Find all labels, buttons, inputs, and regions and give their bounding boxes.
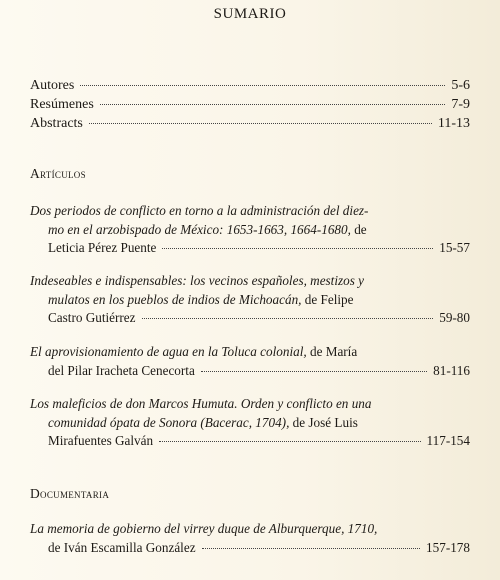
article-author: del Pilar Iracheta Cenecorta (48, 362, 195, 378)
article-entry[interactable] (30, 202, 470, 258)
toc-label: Autores (30, 78, 75, 93)
article-author: Leticia Pérez Puente (48, 240, 157, 255)
document-entry[interactable] (30, 520, 470, 557)
document-pages: 157-178 (426, 539, 470, 555)
toc-row-resumenes[interactable] (30, 97, 470, 116)
dot-leader (89, 123, 432, 124)
dot-leader (100, 104, 446, 105)
article-author: Mirafuentes Galván (48, 433, 154, 448)
article-title-cont: comunidad ópata de Sonora (Bacerac, 1704), (48, 414, 290, 430)
toc-pages: 5-6 (451, 78, 470, 93)
toc-pages: 7-9 (451, 97, 470, 112)
section-heading-articulos: Artículos (30, 166, 86, 181)
article-connector: de (350, 221, 367, 237)
front-matter-list (30, 78, 470, 135)
article-author: Castro Gutiérrez (48, 310, 136, 325)
article-pages: 81-116 (433, 362, 470, 378)
article-entry[interactable] (30, 343, 470, 380)
dot-leader (162, 248, 433, 249)
article-pages: 15-57 (439, 240, 470, 255)
toc-pages: 11-13 (437, 116, 470, 131)
article-connector: de Felipe (301, 291, 354, 307)
section-heading-documentaria: Documentaria (30, 486, 110, 501)
page-title: SUMARIO (213, 6, 287, 22)
article-connector: de María (306, 344, 358, 359)
article-pages: 59-80 (439, 310, 470, 325)
article-title-cont: mo en el arzobispado de México: 1653-1663, 1664-1680, (48, 221, 351, 237)
document-author: de Iván Escamilla González (48, 539, 196, 555)
toc-row-abstracts[interactable] (30, 116, 470, 135)
article-pages: 117-154 (426, 433, 470, 448)
dot-leader (202, 548, 420, 549)
article-title: Dos periodos de conflicto en torno a la administración del diez- (30, 203, 369, 218)
article-title: Los maleficios de don Marcos Humuta. Orden y conflicto en una (30, 396, 372, 411)
toc-label: Abstracts (30, 116, 83, 131)
dot-leader (159, 441, 420, 442)
article-connector: de José Luis (289, 414, 358, 430)
article-entry[interactable] (30, 272, 470, 328)
article-title: Indeseables e indispensables: los vecinos españoles, mestizos y (30, 273, 365, 288)
article-entry[interactable] (30, 395, 470, 451)
article-title: El aprovisionamiento de agua en la Toluca colonial, (30, 344, 307, 359)
document-title: La memoria de gobierno del virrey duque de Alburquerque, 1710, (30, 521, 378, 536)
toc-label: Resúmenes (30, 97, 94, 112)
dot-leader (142, 318, 434, 319)
toc-row-autores[interactable] (30, 78, 470, 97)
dot-leader (201, 371, 427, 372)
dot-leader (80, 85, 445, 86)
article-title-cont: mulatos en los pueblos de indios de Michoacán, (48, 291, 302, 307)
